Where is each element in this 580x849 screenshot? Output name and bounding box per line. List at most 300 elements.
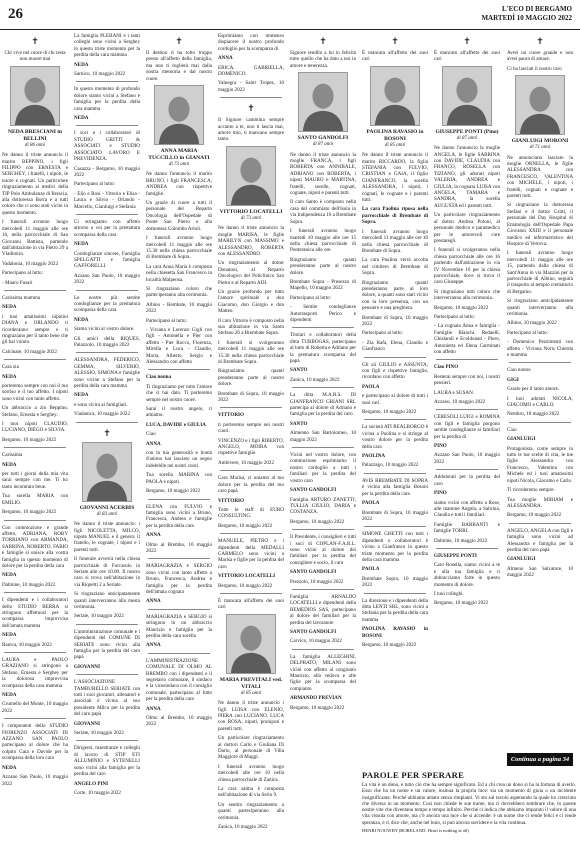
notice-text: È mancata all'affetto dei suoi cari: [362, 50, 428, 63]
divider: [364, 419, 426, 420]
notice-name: PINO: [434, 443, 447, 450]
divider: [148, 609, 210, 610]
divider: [509, 422, 571, 423]
notice-name: ANNA: [146, 532, 161, 539]
notice-name: SANTO: [290, 367, 308, 374]
deceased-name: ANNA MARIA TUCCILLO in GIANATI: [148, 148, 210, 162]
notice-text: Valnegra - Saint Tropez, 10 maggio 2022: [218, 80, 284, 93]
notice-text: Bergamo, 10 maggio 2022: [290, 518, 345, 525]
deceased-age: di 86 anni: [24, 142, 46, 148]
notice-text: Zanica, 10 maggio 2022: [290, 376, 340, 383]
divider: [292, 327, 354, 328]
newspaper-title: L'ECO DI BERGAMO: [501, 5, 572, 13]
divider: [76, 214, 138, 215]
notice-text: Ne danno l'annuncio la moglie ANGELA, le figlie SABRINA con DAVIDE, CLAUDIA con FRANCO, ROSELLA con TIZIANO, gli adorati nipoti VALERIA, ANDREA e GIULIA, la cognata LUISA con ANGELA, TAMARA e SANDRA, la sorella AUGUSTA ed i parenti tutti.: [434, 145, 500, 209]
notice-text: I soci e i collaboratori di STUDIO GRITTI & ASSOCIATI e STUDIO ASSOCIATO LAVORO E PREVIDENZA.: [74, 130, 140, 163]
notice-name: NEDA: [74, 61, 89, 68]
notice-text: ERICA, GABRIELLA, DOMENICO.: [218, 64, 284, 78]
notice-text: Si ringraziano la dottoressa Stefani e il dottor Gritti, il personale del Day Hospital di Ematologia dell'Ospedale Papa Giovanni XXIII e il personale medico ed infermieristico del Hospice di Vertova.: [507, 202, 573, 247]
paolina-ravasio-photo: [370, 66, 420, 126]
notice-name: LUCA, DAVIDE e GIULIA: [146, 421, 206, 428]
notice-text: I funerali avranno luogo mercoledì 11 maggio alle ore 10 nella chiesa parrocchiale di Brembate di Sopra.: [362, 228, 428, 254]
notice-name: GIANLUIGI: [507, 436, 536, 443]
divider: [220, 470, 282, 471]
maria-previtali-photo: [226, 614, 276, 674]
notice-text: I componenti dello STUDIO FIORENZO ASSOCIATI DI AZZANO SAN PAOLO partecipano al dolore che ha colpito Gaia e Davide per la scomparsa della loro cara: [2, 723, 68, 762]
notice-name: NEDA: [2, 692, 17, 699]
notice-text: Avrei un cuore grande e non avrei paura di amare.: [507, 50, 573, 63]
notice-text: Zanica, 10 maggio 2022: [218, 824, 268, 831]
notice-text: Ne danno il triste annuncio il marito RICCARDO, la figlia STEFANIA con FULVIO, CRISTIAN e GAIA, il figlio GIANFRANCO, la sorella ALESSANDRA, i nipoti, i cognati, le cognate e i parenti tutti.: [362, 152, 428, 204]
notice-text: Dalmine, 10 maggio 2022: [434, 537, 488, 544]
notice-text: Ringraziamo quanti prenderanno parte al loro dolore, a quanti sono stati vicini con la loro presenza, con un pensiero e una preghiera.: [362, 279, 428, 312]
notice-name: GIUSEPPE PONTI: [434, 552, 477, 559]
notice-text: I funerali avranno luogo mercoledì alle ore 10 nella chiesa parrocchiale di Zanica.: [218, 763, 284, 783]
divider: [292, 387, 354, 388]
notice-text: Il destino ti ha tolto troppo presto all'affetto della famiglia, ma non ti toglierà mai dalla nostra memoria e dal nostro cuore.: [146, 50, 212, 82]
notice-text: Esprimiamo con immenso dispiacere il nostro profondo cordoglio per la scomparsa di: [218, 33, 284, 52]
notice-text: Il funerale avverrà nella chiesa parrocchiale di Forcarolo in Seriate alle ore 10.00. Il nostro caro si trova nell'abitazione in via Riquetti 2 a Seriate.: [74, 556, 140, 588]
notice-name: GIANLUIGI: [507, 556, 536, 563]
notice-text: I tuoi adorati NICOLA, GIACOMO e CARLO.: [507, 395, 573, 409]
cross-icon: ✝: [536, 36, 544, 46]
divider: [220, 97, 282, 98]
notice-text: L'amministrazione comunale e i dipendenti del COMUNE DI SERIATE sono vicini alla famiglia per la perdita del caro papà: [74, 628, 140, 661]
notice-text: LAURA e PAOLO GRAZIANO si stringono a Stefano, Ernesta e Serghey per la dolorosa improvvisa scomparsa della cara mamma: [2, 657, 68, 689]
notice-text: Sarnico, 10 maggio 2022: [74, 71, 126, 78]
notice-text: Albino, 10 maggio 2022: [507, 320, 557, 327]
notice-name: VITTORIO LOCATELLI: [218, 573, 276, 580]
notice-text: I dipendenti e i collaboratori dello STUDIO BERRA si stringono affettuosi per la scomparsa improvvisa dell'amata mamma: [2, 597, 68, 629]
notice-text: Tutte le staff di EURO CONSULTING.: [218, 506, 284, 520]
notice-text: Un particolare ringraziamento ai dottori Carlo e Giuliana Di Dario, al personale di Villa Maggiore di Maggi.: [218, 735, 284, 761]
deceased-name: GIOVANNI ACERBIS: [79, 504, 135, 511]
notice-text: Ti ricorderemo sempre.: [507, 487, 555, 494]
cross-icon: ✝: [463, 36, 471, 46]
notice-name: NEDA: [2, 304, 17, 311]
notice-text: Almeno San Salvatore, 10 maggio 2022: [507, 565, 573, 579]
notice-text: Ne danno il triste annuncio la moglie MARISA, le figlie MARILYN con MASSIMO e ALESSANDRO, ROBERTA con ALESSANDRO.: [218, 225, 284, 257]
notice-text: Ambivere, 10 maggio 2022: [218, 459, 275, 466]
notice-text: Vadalonia, 10 maggio 2022: [2, 260, 59, 267]
notice-text: Partecipano al lutto:: [2, 270, 44, 277]
notice-text: Siamo vicini al vostro dolore.: [74, 326, 135, 333]
notice-text: - Elio e Rosi - Vittorio e Elisa - Laura e Silvio - Orlando - Marcello, Gianluigi e Stefania: [74, 190, 140, 210]
notice-text: La cara salma è composta nell'abitazione di via Serio 9.: [218, 786, 284, 799]
notice-text: Cara Marisa, ci uniamo al tuo dolore per la perdita del tuo caro papà: [218, 475, 284, 495]
deceased-age: di 73 anni: [240, 215, 262, 221]
notice-text: I funerali avranno luogo mercoledì 11 maggio alle ore 15, partendo dalla chiesa di Sant'Anna in via Mazzini per la parrocchiale di Albino, seguirà il trasporto al tempio crematorio di Bergamo.: [507, 250, 573, 295]
notice-text: Olmo al Brembo, 10 maggio 2022: [146, 541, 212, 554]
notice-name: NEDA: [2, 572, 17, 579]
continue-label: Continua a pagina 34: [507, 753, 573, 766]
notice-text: Resterai sempre con noi, i nostri pensieri.: [434, 373, 500, 387]
notice-text: Tua moglie MIRIAM e ALESSANDRA.: [507, 496, 573, 509]
notice-name: PAOLA: [362, 566, 380, 573]
notice-text: In questo momento di profondo dolore siamo vicini a Stefano e famiglia per la perdita della cara mamma: [74, 86, 140, 112]
notice-text: Bergamo, 10 maggio 2022: [362, 409, 417, 416]
notice-text: - Zia Rafa, Elena, Claudio e Gianfranco: [362, 339, 428, 353]
notice-text: La cara Paolina verrà accolta nel cimitero di Brembate di Sopra.: [362, 257, 428, 277]
notice-text: Ringraziamo quanti prenderanno parte al nostro dolore.: [218, 368, 284, 388]
notice-text: LAURA e SUSAN.: [434, 389, 475, 396]
divider: [4, 359, 66, 360]
divider: [4, 290, 66, 291]
notice-text: Un grazie profondo per tutto l'amore spirituale a don Giacomo, don Giorgio e don Matteo.: [218, 288, 284, 315]
notice-text: Nembro, 10 maggio 2022: [507, 411, 560, 418]
notice-text: ELENA con FULVIO e famiglia sono vicini a Bruno, Francesca, Andrea e famiglie per la perdita della cara: [146, 503, 212, 529]
notice-text: Dalmine, 10 maggio 2022: [2, 581, 56, 588]
notice-name: ANGELO PINI: [74, 780, 109, 787]
notice-text: Si ringraziano anticipatamente quanti interverranno alla cerimonia.: [507, 298, 573, 317]
deceased-age: di 71 anni: [529, 145, 551, 151]
notice-name: La cara Paolina riposa nella parrocchiale di Brembate di Sopra.: [362, 206, 428, 226]
divider: [76, 125, 138, 126]
notice-text: Ci ha lasciati il nostro caro: [507, 65, 562, 72]
notice-text: - Mauro Fusari: [2, 279, 33, 286]
divider: [148, 369, 210, 370]
notice-text: Olmo al Brembo, 10 maggio 2022: [146, 715, 212, 728]
notice-text: I tuoi colleghi.: [434, 590, 464, 597]
notice-text: I funerali avranno luogo mercoledì 11 maggio alle ore 16, nella parrocchiale di San Giovanni Battista, partendo dall'abitazione in via Pietro 29 a Vladimiro.: [2, 219, 68, 258]
divider: [220, 407, 282, 408]
notice-text: Azzano San Paolo, 10 maggio 2022: [434, 452, 500, 465]
notice-text: Bergamo, 10 maggio 2022: [290, 704, 345, 711]
gianluigi-moroni-photo: [515, 75, 565, 135]
divider: [220, 533, 282, 534]
divider: [509, 523, 571, 524]
notice-text: I funerali avranno luogo martedì 10 maggio alle ore 15 nella chiesa parrocchiale di Ponteranica alle ore.: [290, 228, 356, 254]
divider: [364, 593, 426, 594]
notice-text: CERESOLI LUIGI e ROMINA con figli e famiglia porgono sentite condoglianze ai familiari per la perdita di: [434, 414, 500, 440]
santo-gandolfi-photo: [298, 72, 348, 132]
notice-text: Si ringraziano tutti coloro che interverranno alla cerimonia.: [434, 288, 500, 302]
notice-text: Ci stringiamo con affetto attorno a voi per la prematura scomparsa della cara: [74, 218, 140, 238]
notice-text: i tuoi amatissimi nipotini DIANA e ORLANDO ti ricorderanno sempre e ti ringraziano per il tanto bene che gli hai voluto.: [2, 313, 68, 346]
divider: [364, 526, 426, 527]
notice-text: Azzano, 10 maggio 2022: [434, 399, 486, 406]
box-signature: HENRI NOUWEN (BORELAND, Heart is nothing at all): [362, 828, 469, 834]
deceased-name: SANTO GANDOLFI: [297, 135, 349, 142]
notice-text: Ringraziamo quanti prenderanno parte al nostro dolore.: [290, 256, 356, 276]
notice-text: ti porteremo sempre nei nostri cuori.: [218, 421, 284, 435]
divider: [364, 357, 426, 358]
notice-text: Ti ringraziamo per tutto l'amore che ci hai dato. Ti porteremo sempre nel nostro cuore.: [146, 383, 212, 403]
notice-text: Protagonista, come sempre in tutto le tue scelte di vita, le tue figlie Alessandra con Francesco, Valentina con Michele ed i tuoi amatissimi nipoti Nicola, Giacomo e Carlo.: [507, 445, 573, 484]
cross-icon: ✝: [31, 36, 39, 46]
notice-text: Bergamo, 10 maggio 2022: [362, 642, 417, 648]
notice-text: Partecipano al lutto:: [146, 317, 188, 324]
notice-text: Un grazie di cuore a tutti il personale del Reparto Oncologia dell'Ospedale di Ponte San Pietro e alla dottoressa Colombo Arioli.: [146, 200, 212, 232]
notice-text: È mancato all'affetto dei suoi cari: [434, 50, 500, 63]
notice-text: Bergamo, 10 maggio 2022: [2, 509, 57, 516]
notice-text: Dirigenti, maestranze e colleghi di lavoro di STIP ETI ALLUMINIO e SYTENELLI sono vicini alla famiglia per la perdita del caro: [74, 745, 140, 778]
masthead: [481, 5, 572, 23]
notice-text: I tuoi nipoti CLAUDIO, LUCIANO, DIEGO e SILVIA.: [2, 421, 68, 434]
column-7: [434, 33, 500, 767]
notice-name: ARMANDO PREVIAN: [290, 695, 342, 702]
notice-text: Il caro Santo è composto nella casa del commiato dell'Isola in via Indipendenza 16 a Brembate Sopra.: [290, 199, 356, 225]
notice-text: Brembate Sopra - Presezzo di Mapello, 10 maggio 2022: [290, 278, 356, 292]
cross-icon: ✝: [103, 427, 111, 438]
notice-text: La società ATI REALBORGO è vicina a Paolina e si stringe al vostro dolore per la perdita della cara: [362, 424, 428, 450]
notice-text: MANUELE, PIETRO e i dipendenti della MEDALLI CARMELO sono vicini a Marisa e figlie per la perdita del caro: [218, 538, 284, 570]
notice-text: Bergamo, 10 maggio 2022: [507, 512, 562, 519]
notice-text: ANGELO, ANGELA con figli e famiglia sono vicini ad Alessandra e famiglia per la perdita del caro papà: [507, 527, 573, 553]
notice-name: NEDA: [2, 632, 17, 639]
divider: [148, 653, 210, 654]
anna-maria-tuccillo-photo: [154, 85, 204, 145]
page-header: [0, 0, 580, 30]
divider: [292, 589, 354, 590]
notice-name: ANNA: [218, 55, 233, 62]
page-number: 26: [8, 6, 23, 22]
notice-text: Brembate Sopra, 10 maggio 2022: [362, 575, 428, 589]
notice-text: La famiglia ALLEGHINI, DELPRATO, MILANI sono vicini con affetto al congiunto Maurizio, alla vedova e alle figlie per la scomparsa del compianto: [290, 653, 356, 692]
box-body: La vita è un dono, è tutto ciò che ha sempre significato. Ed a chi crea un dono si ha la fortuna di averlo. Esso che ha un nome e un valore, insinua la propria luce: sia un momento di gioia o un incidente insignificante. Perché abbiamo amato senza rimpianti. Vi sto sul tavolo aspettando la quale ho cresciuto che diversa in un momento. Così non chiede le sue trame, ma ci dovrebbero sembrare che, in queste nostre vite che diventano tempo e tempo infinito. Perché ci indica che abbiamo imparato il valore di una vita vissuta con amore, ma c'è ancora una luce che si accende: è un nome che ci rende felici e ci rende speranza, e ci dice che, anche nel buio, si può ancora sorridere e la vita continua.: [362, 782, 576, 826]
notice-name: SANTO GANDOLFI: [290, 487, 337, 494]
notice-name: ANNA: [146, 598, 161, 605]
notice-text: - Domenico Pezzimenti con affetto - Viviana Noris Chierda e mamma: [507, 339, 573, 358]
notice-text: Carissima: [2, 452, 23, 459]
notice-text: Con commozione e grande affetto, ADRIANA, ROBY TORRIANO con ARMANDA, SABRINA, ROBERTO, FABIO e famiglie si unisce alla vostra famiglia in questo momento di dolore per la perdita della cara: [2, 524, 68, 569]
notice-text: Viadanica, 10 maggio 2022: [74, 411, 130, 418]
notice-text: Palazzago, 10 maggio 2022: [362, 462, 419, 469]
column-5: [290, 33, 356, 845]
divider: [4, 447, 66, 448]
notice-name: SANTO GANDOLFI: [290, 569, 337, 576]
divider: [76, 422, 138, 423]
notice-text: porteremo sempre con noi il tuo sorriso e il tuo affetto. I nipoti sono vicini con tanto affetto.: [2, 383, 68, 402]
notice-text: Bergamo, 10 maggio 2022: [434, 600, 489, 607]
notice-name: SANTO: [290, 420, 308, 427]
notice-name: PINO: [434, 490, 447, 497]
divider: [292, 447, 354, 448]
notice-text: Addolorati per la perdita del caro: [434, 474, 500, 487]
divider: [509, 362, 571, 363]
notice-text: e sono vicini ai famigliari.: [74, 401, 128, 408]
notice-text: I funerali avranno luogo mercoledì 11 maggio alle ore 15.30 nella chiesa parrocchiale di Brembate di Sopra.: [146, 235, 212, 261]
divider: [76, 352, 138, 353]
notice-name: GIGI: [507, 376, 519, 383]
notice-text: La ditta M.A.R.S. DI GIANFRANCO GRIANI SRL partecipa al dolore di Adriano e famiglia per la perdita del caro: [290, 392, 356, 418]
notice-name: SANTO GANDOLFI: [290, 629, 337, 635]
notice-text: Un particolare ringraziamento al dottor Andrea Poloni, al personale medico e paramedico per le amorevoli cure prestategli.: [434, 212, 500, 244]
notice-text: Seriate, 10 maggio 2022: [74, 730, 124, 737]
notice-text: La direzione e i dipendenti della ditta LENTI SRL, sono vicini a Stefania per la perdita della cara mamma: [362, 597, 428, 623]
notice-text: Bergamo, 10 maggio 2022: [434, 304, 489, 311]
notice-text: Ciao: [146, 431, 156, 438]
notice-name: GIOVANNI: [74, 663, 100, 670]
notice-text: Le nostre più sentite condoglianze per la prematura scomparsa della cara: [74, 294, 140, 314]
box-title: PAROLE PER SPERARE: [362, 770, 465, 780]
notice-text: Si ringraziano coloro che parteciperanno alla cerimonia.: [146, 285, 212, 299]
notice-text: La famiglia PLEBANI e i tanti colleghi sono vicini a Serghey in questo triste momento per la perdita della cara mamma: [74, 33, 140, 59]
notice-text: VINCENZO e i figli RIBERTO, ANGELO, MOIRA con rispettive famiglie.: [218, 437, 284, 457]
divider: [76, 624, 138, 625]
cross-icon: ✝: [247, 103, 255, 114]
deceased-age: di 87 anni: [456, 135, 478, 141]
notice-text: Carissima mamma: [2, 294, 41, 301]
notice-text: Almenno San Bartolomeo, 10 maggio 2022: [290, 430, 356, 443]
notice-text: con la tua generosità e bontà d'animo hai lasciato un segno indelebile nei nostri cuori.: [146, 450, 212, 469]
notice-text: Ne danno l'annuncio il marito BRUNO, i figli FRANCESCA, ANDREA con rispettive famiglie.: [146, 171, 212, 197]
notice-text: Partecipano al lutto:: [507, 329, 549, 336]
deceased-age: di 73 anni: [168, 162, 190, 168]
notice-text: Partecipano al lutto:: [290, 294, 332, 301]
deceased-age: di 87 anni: [312, 142, 334, 148]
vittorio-locatelli-photo: [226, 146, 276, 206]
notice-text: AVIS BREMBATE DI SOPRA è vicina alla famiglia Bosoni per la perdita della cara: [362, 477, 428, 497]
notice-name: NEDA: [74, 392, 89, 399]
divider: [364, 473, 426, 474]
divider: [76, 81, 138, 82]
notice-text: Chi vive nel cuore di chi resta non muore mai: [4, 50, 66, 63]
notice-text: Corte, 10 maggio 2022: [74, 789, 121, 796]
divider: [76, 740, 138, 741]
column-3: [146, 33, 212, 845]
deceased-name: VITTORIO LOCATELLI: [219, 208, 283, 215]
notice-text: - La cognata Anna e famiglia - Famiglie Bianchi, Redaelli, Ghislandi e Ecoldonati - Piero, Antonietta ed Elena Carminati con affetto: [434, 323, 500, 355]
notice-name: Ciao nonna: [146, 374, 172, 381]
notice-name: NEDA: [2, 764, 17, 771]
notice-name: VITTORIO: [218, 412, 244, 419]
notice-text: Ne danno il triste annuncio il marito BEPPINO, i figli FILIPPO con ERNESTA e SERGHEY, i fratelli, i nipoti, le nuore e cognati. Un particolare ringraziamento ai medici della TIP Polo Ambulanze di Brescia, alla dottoressa Borra e a tutti coloro che ci sono stati vicini in questo momento.: [2, 152, 68, 216]
divider: [76, 290, 138, 291]
cross-icon: ✝: [175, 36, 183, 46]
notice-text: Seriate, 10 maggio 2022: [74, 613, 124, 620]
divider: [436, 548, 498, 549]
notice-name: PAOLINA: [362, 453, 386, 460]
notice-name: NEDA: [74, 241, 89, 248]
notice-text: Prezzolo, 10 maggio 2022: [290, 578, 344, 585]
deceased-age: di 85 anni: [384, 142, 406, 148]
notice-text: I funerali si svolgeranno mercoledì 11 maggio alle ore 15.30 nella chiesa parrocchiale di Brembate Sopra.: [218, 339, 284, 365]
notice-text: Sarai il nostro angelo, ti amiamo.: [146, 406, 212, 419]
notice-text: siamo vicini con affetto a Rose, alle mamme Angela, a Sabrina, Claudia e tutti i familiari.: [434, 499, 500, 519]
notice-text: I funerali si svolgeranno nella chiesa parrocchiale alle ore 16 partendo dall'abitazione in via IV Novembre 16 per la chiesa parrocchiale, dove si trova il caro Giuseppe.: [434, 247, 500, 286]
notice-text: Cara zia: [2, 364, 19, 371]
notice-name: Ciao PINO: [434, 364, 459, 371]
notice-text: Titolari e collaboratori della ditta TURBOGAS, partecipano al lutto di Roberta e Adriano per la prematura scomparsa del papà: [290, 332, 356, 364]
column-8: [507, 33, 573, 749]
notice-name: NEDA: [74, 115, 89, 122]
notice-text: - Viviana e Lorenzo Gigli con figli - Antonella e Pier con affetto - Pier Rocco, Fiorenza, Mirella e Luca - Claudio, Maria, Alberto, Sergio e Alessandro con affetto: [146, 326, 212, 365]
deceased-name: NEDA BRESCIANI in BELLINI: [7, 128, 63, 142]
notice-text: Famiglia ARNALDO LOCATELLI e dipendenti della REMEDIOS SAS, partecipano al dolore dei familiari per la perdita del lavoratore: [290, 593, 356, 626]
notice-text: Brembate di Sopra, 10 maggio 2022: [362, 509, 428, 522]
notice-text: Bergamo, 10 maggio 2022: [146, 488, 201, 495]
notice-name: NEDA: [2, 461, 17, 468]
notice-text: ALESSANDRA, FEDERICO, GEMMA, SILVERIO, ALESSIO, SIMONA e famiglie sono vicine a Stefano per la perdita della cara mamma: [74, 357, 140, 390]
notice-text: e partecipano al dolore di tutti i suoi cari.: [362, 393, 428, 406]
giuseppe-ponti-photo: [442, 66, 492, 126]
notice-text: Ne danno il triste annuncio i figli LUISA con ELENIO, PIERA con LUCIANO, LUCA con ROSA, nipoti, pronipoti e parenti tutti.: [218, 700, 284, 732]
deceased-name: MARIA PREVITALI ved. VITALI: [219, 676, 283, 690]
notice-name: NEDA: [2, 373, 17, 380]
column-4: [218, 33, 284, 845]
divider: [436, 359, 498, 360]
divider: [436, 409, 498, 410]
divider: [436, 469, 498, 470]
notice-text: Un sentito ringraziamento a quanti parteciperanno alla cerimonia.: [218, 801, 284, 821]
notice-text: Tua sorella MARINA con PAOLA e nipoti.: [146, 472, 212, 485]
notice-text: Ciao: [507, 426, 517, 433]
column-1: [2, 33, 68, 845]
notice-text: Un ringraziamento al dottor Donatoni, al Reparto Oncologico del Policlinico San Pietro e al Reparto ADI.: [218, 260, 284, 286]
notice-text: Ne danno il triste annuncio la moglie FRANCA, i figli ROBERTA con ANNIBALE, ADRIANO con ROBERTA, i nipoti MAURO e MARTINA, fratelli, sorelle, cognati, cognate, nipoti e parenti tutti.: [290, 151, 356, 197]
deceased-age: di 85 anni: [240, 690, 262, 696]
notice-text: Partecipano al lutto:: [362, 330, 404, 337]
notice-text: Famiglia ARTURO ZANETTI, TULLIA GIULIO, DARIA e COSTANZA.: [290, 496, 356, 516]
notice-text: per tutti i giorni della mia vita sarai sempre con me. Ti ho tanto incontrato bene.: [2, 471, 68, 490]
notice-text: Caro Rosella, siamo vicini a te e alla tua famiglia e ti abbracciamo forte in questo momento di dolore.: [434, 562, 500, 588]
notice-text: Un abbraccio a zio Beppino, Stefano, Ernesta e Serghey.: [2, 405, 68, 418]
divider: [148, 499, 210, 500]
notice-text: Ranica, 10 maggio 2022: [2, 641, 52, 648]
notice-text: Si ringraziano anticipatamente quanti interverranno alla mesta cerimonia.: [74, 591, 140, 610]
divider: [292, 529, 354, 530]
notice-text: SIMONE GHETTI con tutti i dipendenti e collaboratori è vicino a Gianfranco in questo triste momento per la perdita della cara mamma: [362, 531, 428, 563]
notice-text: Bergamo, 10 maggio 2022: [218, 582, 273, 589]
deceased-name: PAOLINA RAVASIO in BOSONI: [366, 128, 424, 142]
column-6: [362, 33, 428, 767]
notice-text: Calcinate, 10 maggio 2022: [2, 348, 57, 355]
notice-name: GIOVANNI: [74, 720, 100, 727]
notice-text: - Sentite condoglianze Autotrasporti Perico e dipendenti: [290, 304, 356, 323]
notice-text: Signore rendilo a lui in felicità tutto quello che ha dato a noi in amore e tenerezza.: [290, 50, 356, 69]
notice-text: È mancata all'affetto dei suoi cari: [218, 597, 284, 611]
issue-date: MARTEDÌ 10 MAGGIO 2022: [481, 14, 572, 22]
giovanni-acerbis-photo: [82, 442, 132, 502]
notice-text: Albino - Bembate, 10 maggio 2022: [146, 301, 212, 315]
column-2: [74, 33, 140, 845]
notice-text: Condoglianze sincere, Famiglia SPELGATTI e famiglia GAFFORELLI.: [74, 250, 140, 270]
notice-text: Tua sorella MARIA con EMILIO.: [2, 493, 68, 506]
notice-text: Gli amici della RIQUES, Palazzolo, 10 maggio 2022: [74, 335, 140, 349]
notice-text: Bergamo, 10 maggio 2022: [218, 522, 273, 529]
notice-text: Partecipano al lutto:: [74, 181, 116, 188]
notice-name: VITTORIO: [218, 497, 244, 504]
notice-name: PAOLA: [362, 500, 380, 507]
notice-text: Brembate di Sopra, 10 maggio 2022: [362, 314, 428, 327]
notice-name: PAOLINA RAVASIO in BOSONI: [362, 626, 428, 639]
cross-icon: ✝: [319, 36, 327, 46]
notice-name: ANNA: [146, 705, 161, 712]
cross-icon: ✝: [391, 36, 399, 46]
divider: [4, 718, 66, 719]
notice-name: ANNA: [146, 440, 161, 447]
parole-per-sperare-box: [362, 770, 576, 840]
notice-text: Brembate di Sopra, 10 maggio 2022: [218, 390, 284, 404]
notice-text: L'ASSOCIAZIONE TAMBURELLO SERIATE con tutti i suoi giocatori, allenatori e associati è vicina al suo presidente Milco per la perdita del caro papà: [74, 679, 140, 718]
divider: [4, 592, 66, 593]
notice-text: Gli zii GIULIO e ASSUNTA, con figli e rispettive famiglie, ricordano con affetto: [362, 361, 428, 381]
notice-text: MARIAGRAZIA e SERGIO si stringono in un abbraccio Maurizio e famiglia per la perdita della cara sorella: [146, 613, 212, 639]
notice-text: Carvico, 10 maggio 2022: [290, 638, 342, 645]
notice-text: Azzano San Paolo, 10 maggio 2022: [74, 272, 140, 286]
notice-text: Il Signore cammina sempre accanto a te, non ti lascia mai, amore mio, ti mancano sempre tanto.: [218, 117, 284, 143]
notice-text: Partecipano al lutto:: [434, 313, 476, 320]
notice-text: Ciao nonno: [507, 367, 531, 374]
notice-name: PAOLA: [362, 383, 380, 390]
notice-text: Grumello del Monte, 10 maggio 2022: [2, 701, 68, 714]
notice-text: Il caro Vittorio è composto nella sua abitazione in via Santo Stefano 26 a Brembate Sopra.: [218, 317, 284, 337]
deceased-name: GIANLUIGI MORONI: [511, 138, 569, 145]
deceased-name: GIUSEPPE PONTI (Pino): [435, 128, 499, 135]
divider: [76, 674, 138, 675]
notice-text: Grazie per il tanto amore.: [507, 386, 560, 393]
